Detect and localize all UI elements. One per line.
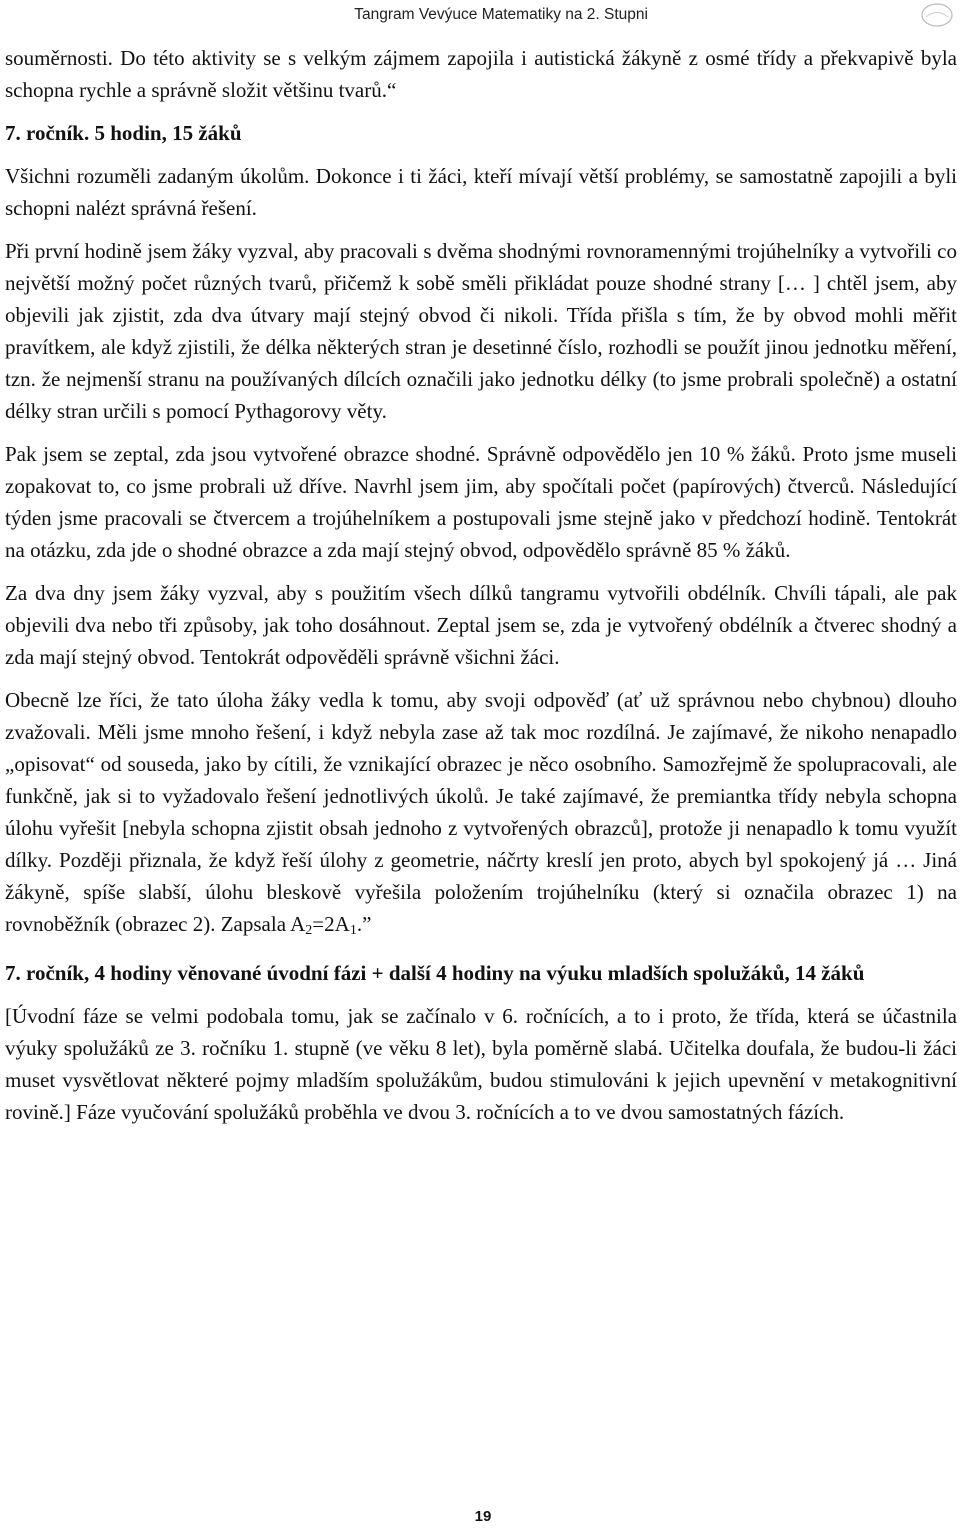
paragraph-rectangle-task: Za dva dny jsem žáky vyzval, aby s použitím všech dílků tangramu vytvořili obdélník. Chvíli tápali, ale pak objevili dva nebo tři způsoby, jak toho dosáhnout. Zeptal jsem se, zda je vytvořený obdélník a čtverec shodný a zda mají stejný obvod. Tentokrát odpověděli správně všichni žáci. [5, 581, 957, 669]
emblem-icon [920, 2, 954, 28]
formula-area: $A_2=2A_1$.” [290, 912, 372, 938]
section-heading-7-rocnik-5-hodin: 7. ročník. 5 hodin, 15 žáků [5, 121, 242, 145]
section-heading-7-rocnik-4-hodiny: 7. ročník, 4 hodiny věnované úvodní fázi + další 4 hodiny na výuku mladších spolužáků, 14 žáků [5, 961, 865, 985]
paragraph-all-understood: Všichni rozuměli zadaným úkolům. Dokonce i ti žáci, kteří mívají větší problémy, se samostatně zapojili a byli schopni nalézt správná řešení. [5, 164, 957, 220]
paragraph-continuation: souměrnosti. Do této aktivity se s velkým zájmem zapojila i autistická žákyně z osmé třídy a překvapivě byla schopna rychle a správně složit většinu tvarů.“ [5, 46, 957, 102]
paragraph-general-text: Obecně lze říci, že tato úloha žáky vedla k tomu, aby svoji odpověď (ať už správnou nebo chybnou) dlouho zvažovali. Měli jsme mnoho řešení, i když nebyla zase až tak moc rozdílná. Je zajímavé, že nikoho nenapadlo „opisovat“ od souseda, jako by cítili, že vznikající obrazec je něco osobního. Samozřejmě že spolupracovali, ale funkčně, jak si to vyžadovalo řešení jednotlivých úkolů. Je také zajímavé, že premiantka třídy nebyla schopna úlohu vyřešit [nebyla schopna zjistit obsah jednoho z vytvořených obrazců], protože ji nenapadlo k tomu využít dílky. Později přiznala, že když řeší úlohy z geometrie, náčrty kreslí jen proto, abych byl spokojený já … Jiná žákyně, spíše slabší, úlohu bleskově vyřešila položením trojúhelníku (který si označila obrazec 1) na rovnoběžník (obrazec 2). Zapsala [5, 688, 957, 936]
page-body [5, 42, 957, 1128]
paragraph-first-lesson: Při první hodině jsem žáky vyzval, aby pracovali s dvěma shodnými rovnoramennými trojúhelníky a vytvořili co největší možný počet různých tvarů, přičemž k sobě směli přikládat pouze shodné strany [… ] chtěl jsem, aby objevili jak zjistit, zda dva útvary mají stejný obvod či nikoli. Třída přišla s tím, že by obvod mohli měřit pravítkem, ale když zjistili, že délka některých stran je desetinné číslo, rozhodli se použít jinou jednotku měření, tzn. že nejmenší stranu na používaných dílcích označili jako jednotku délky (to jsme probrali společně) a ostatní délky stran určili s pomocí Pythagorovy věty. [5, 239, 957, 423]
paragraph-general-observation [5, 684, 957, 940]
running-header: Tangram Vevýuce Matematiky na 2. Stupni [354, 6, 648, 23]
page-number: 19 [474, 1508, 492, 1525]
paragraph-intro-phase: [Úvodní fáze se velmi podobala tomu, jak se začínalo v 6. ročnících, a to i proto, že třída, která se účastnila výuky spolužáků ze 3. ročníku 1. stupně (ve věku 8 let), byla poměrně slabá. Učitelka doufala, že budou-li žáci muset vysvětlovat některé pojmy mladším spolužákům, budou stimulováni k jejich upevnění v metakognitivní rovině.] Fáze vyučování spolužáků proběhla ve dvou 3. ročnících a to ve dvou samostatných fázích. [5, 1004, 957, 1124]
paragraph-congruent-question: Pak jsem se zeptal, zda jsou vytvořené obrazce shodné. Správně odpovědělo jen 10 % žáků. Proto jsme museli zopakovat to, co jsme probrali už dříve. Navrhl jsem jim, aby spočítali počet (papírových) čtverců. Následující týden jsme pracovali se čtvercem a trojúhelníkem a postupovali jsme stejně jako v předchozí hodině. Tentokrát na otázku, zda jde o shodné obrazce a zda mají stejný obvod, odpovědělo správně 85 % žáků. [5, 442, 957, 562]
